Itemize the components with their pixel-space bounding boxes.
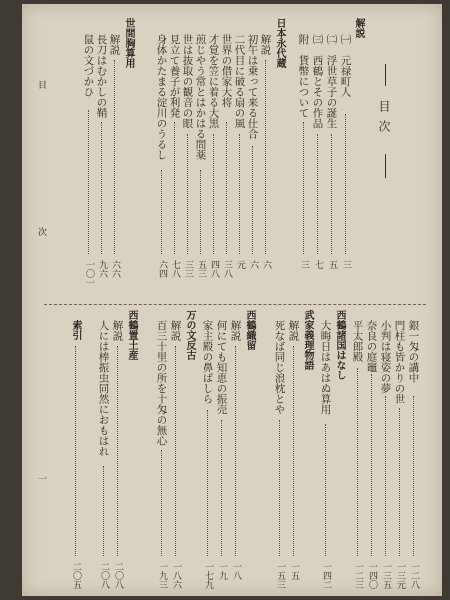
dot-leader bbox=[279, 420, 280, 556]
toc-entry-text: 初午は乗って来る仕合 bbox=[246, 34, 259, 139]
section-heading-eitaigura: 日本永代蔵 bbox=[274, 18, 285, 68]
toc-entry-text: 人には棒振虫同然におもはれ bbox=[97, 320, 110, 457]
dot-leader bbox=[252, 146, 253, 254]
toc-entry-page: 三八 bbox=[222, 260, 232, 278]
dot-leader bbox=[200, 170, 201, 254]
toc-entry-page: 二〇八 bbox=[113, 562, 123, 589]
dot-leader bbox=[399, 408, 400, 556]
dot-leader bbox=[114, 60, 115, 254]
section-heading-bukegiri: 武家義理物語 bbox=[302, 310, 313, 370]
title-rule-top bbox=[385, 64, 386, 86]
toc-entry-text: 家主殿の鼻ばしら bbox=[201, 320, 214, 404]
section-heading-shokoku: 西鶴諸国はなし bbox=[334, 310, 345, 380]
section-heading-fumihogu: 万の文反古 bbox=[184, 310, 195, 360]
toc-entry-text: 解説 bbox=[287, 320, 300, 341]
section-heading-index: 索引 bbox=[70, 320, 81, 340]
book-page bbox=[22, 4, 442, 596]
toc-entry-page: 一四二 bbox=[321, 562, 331, 589]
dot-leader bbox=[331, 134, 332, 254]
toc-entry-page: 一五 bbox=[289, 562, 299, 580]
dot-leader bbox=[385, 396, 386, 556]
toc-entry-page: 一五三 bbox=[275, 562, 285, 589]
dot-leader bbox=[103, 466, 104, 556]
dot-leader bbox=[75, 346, 76, 556]
toc-entry-page: 一八六 bbox=[171, 562, 181, 589]
toc-entry-text: 門柱も皆かりの世 bbox=[393, 320, 406, 404]
toc-entry-text: 鼠の文づかひ bbox=[82, 34, 95, 97]
toc-entry-text: 解説 bbox=[169, 320, 182, 341]
page-folio: 一 bbox=[36, 474, 46, 483]
toc-entry-text: 煎じやう常とはかはる問薬 bbox=[194, 34, 207, 160]
toc-entry-page: 六 bbox=[248, 260, 258, 269]
toc-entry-text: 何にても知恵の振売 bbox=[215, 320, 228, 415]
toc-entry-text: 解説 bbox=[108, 34, 121, 55]
toc-entry-page: 一二八 bbox=[409, 562, 419, 589]
dot-leader bbox=[235, 346, 236, 556]
toc-entry-page: 七八 bbox=[170, 260, 180, 278]
dot-leader bbox=[101, 122, 102, 254]
page-title: 目次 bbox=[377, 100, 391, 140]
page-divider bbox=[44, 304, 426, 305]
toc-entry-page: 三三 bbox=[183, 260, 193, 278]
toc-entry-page: 一三五 bbox=[381, 562, 391, 589]
toc-entry-page: 六 bbox=[261, 260, 271, 269]
toc-entry-page: 六六 bbox=[110, 260, 120, 278]
toc-entry-text: 身体かたまる淀川のうるし bbox=[155, 34, 168, 160]
margin-running-title: 目 次 bbox=[36, 80, 46, 276]
dot-leader bbox=[161, 170, 162, 254]
toc-entry-text: 解説 bbox=[259, 34, 272, 55]
dot-leader bbox=[239, 134, 240, 254]
toc-entry-text: 小判は寝姿の夢 bbox=[379, 320, 392, 394]
toc-entry-page: 一九 bbox=[217, 562, 227, 580]
toc-entry-text: 百三十里の所を十匁の無心 bbox=[155, 320, 168, 446]
dot-leader bbox=[265, 60, 266, 254]
toc-entry-page: 一八 bbox=[231, 562, 241, 580]
toc-entry-text: 二代目に破る扇の風 bbox=[233, 34, 246, 129]
toc-entry-text: 才覚を笠に着る大黒 bbox=[207, 34, 220, 129]
toc-entry-page: 一七九 bbox=[203, 562, 213, 589]
dot-leader bbox=[345, 114, 346, 254]
dot-leader bbox=[317, 134, 318, 254]
dot-leader bbox=[207, 410, 208, 556]
toc-entry-page: 一四〇 bbox=[367, 562, 377, 589]
dot-leader bbox=[357, 368, 358, 556]
toc-entry-text: 大晦日はあはぬ算用 bbox=[319, 320, 332, 415]
dot-leader bbox=[226, 122, 227, 254]
dot-leader bbox=[161, 450, 162, 556]
toc-entry-text: 解説 bbox=[229, 320, 242, 341]
section-heading-munezanyo: 世間胸算用 bbox=[123, 18, 134, 68]
toc-entry-page: 九六 bbox=[97, 260, 107, 278]
dot-leader bbox=[293, 346, 294, 556]
toc-entry-page: 六四 bbox=[157, 260, 167, 278]
dot-leader bbox=[174, 122, 175, 254]
dot-leader bbox=[213, 134, 214, 254]
toc-entry-text: 見立て養子が利発 bbox=[168, 34, 181, 118]
toc-entry-page: 三 bbox=[299, 260, 309, 269]
section-heading-okimiyage: 西鶴置土産 bbox=[126, 310, 137, 360]
toc-entry-text: ㈡ 浮世草子の誕生 bbox=[325, 34, 338, 129]
dot-leader bbox=[303, 122, 304, 254]
toc-entry-text: 奈良の庭竈 bbox=[365, 320, 378, 373]
toc-entry-page: 五三 bbox=[196, 260, 206, 278]
toc-entry-text: 銀一匁の講中 bbox=[407, 320, 420, 383]
title-rule-bottom bbox=[385, 154, 386, 178]
toc-entry-page: 一二三 bbox=[353, 562, 363, 589]
toc-entry-text: 平太郎殿 bbox=[351, 320, 364, 362]
toc-entry-page: 一〇一 bbox=[84, 260, 94, 287]
toc-entry-text: 解説 bbox=[111, 320, 124, 341]
dot-leader bbox=[187, 134, 188, 254]
dot-leader bbox=[325, 424, 326, 556]
dot-leader bbox=[413, 396, 414, 556]
toc-entry-text: 世界の借家大将 bbox=[220, 34, 233, 108]
toc-entry-page: 七 bbox=[313, 260, 323, 269]
toc-entry-text: 世は抜取の観音の眼 bbox=[181, 34, 194, 129]
dot-leader bbox=[371, 374, 372, 556]
toc-entry-page: 三 bbox=[341, 260, 351, 269]
toc-entry-text: 長刀はむかしの鞘 bbox=[95, 34, 108, 118]
toc-entry-page: 五 bbox=[327, 260, 337, 269]
dot-leader bbox=[88, 110, 89, 254]
toc-entry-page: 一九三 bbox=[157, 562, 167, 589]
dot-leader bbox=[221, 420, 222, 556]
toc-entry-text: 死なば同じ浪枕とや bbox=[273, 320, 286, 415]
dot-leader bbox=[117, 346, 118, 556]
dot-leader bbox=[175, 346, 176, 556]
toc-entry-text: ㈠ 元禄町人 bbox=[339, 34, 352, 97]
toc-entry-page: 四八 bbox=[209, 260, 219, 278]
toc-entry-page: 二〇八 bbox=[99, 562, 109, 589]
section-heading-oridome: 西鶴織留 bbox=[244, 310, 255, 350]
section-heading-kaisetsu: 解説 bbox=[353, 18, 364, 38]
toc-entry-page: 一三元 bbox=[395, 562, 405, 589]
toc-entry-text: 附 貨幣について bbox=[297, 34, 310, 118]
toc-entry-text: ㈢ 西鶴とその作品 bbox=[311, 34, 324, 129]
toc-entry-page: 元 bbox=[235, 260, 245, 269]
toc-entry-page: 二〇五 bbox=[71, 562, 81, 589]
